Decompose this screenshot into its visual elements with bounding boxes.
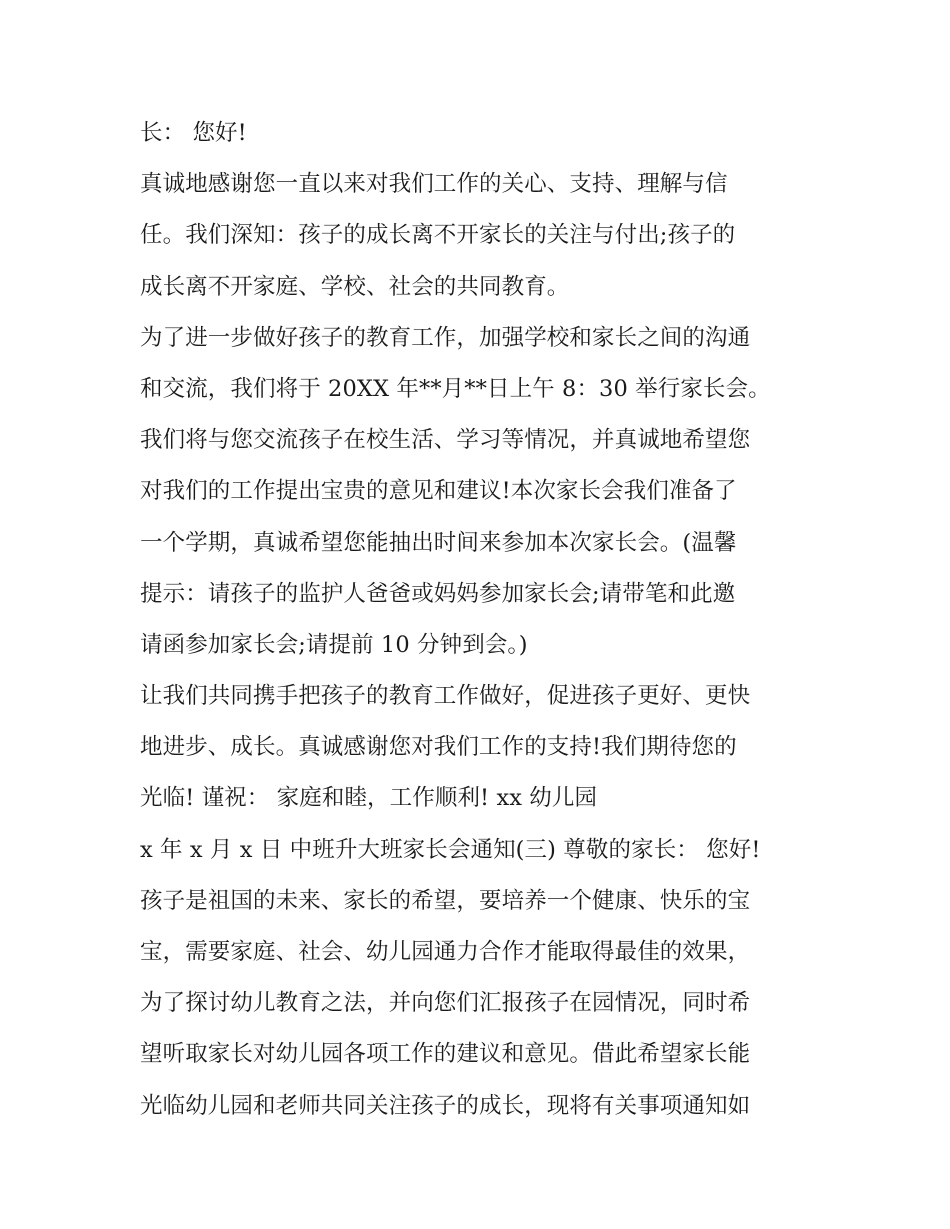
text-line: x 年 x 月 x 日 中班升大班家长会通知(三) 尊敬的家长： 您好! <box>140 836 761 863</box>
text-line: 我们将与您交流孩子在校生活、学习等情况，并真诚地希望您 <box>140 427 751 454</box>
text-line: 一个学期，真诚希望您能抽出时间来参加本次家长会。(温馨 <box>140 529 737 556</box>
text-line: 成长离不开家庭、学校、社会的共同教育。 <box>140 273 570 300</box>
text-line: 宝，需要家庭、社会、幼儿园通力合作才能取得最佳的效果， <box>140 939 751 965</box>
letter-body <box>140 108 830 1132</box>
text-line: 光临! 谨祝： 家庭和睦，工作顺利! xx 幼儿园 <box>140 785 598 812</box>
text-line: 任。我们深知：孩子的成长离不开家长的关注与付出;孩子的 <box>140 222 736 249</box>
text-line: 为了进一步做好孩子的教育工作，加强学校和家长之间的沟通 <box>140 324 751 351</box>
text-line: 望听取家长对幼儿园各项工作的建议和意见。借此希望家长能 <box>140 1041 751 1068</box>
text-line: 让我们共同携手把孩子的教育工作做好，促进孩子更好、更快 <box>140 683 751 710</box>
text-line: 长： 您好! <box>140 120 247 146</box>
text-line: 和交流，我们将于 20XX 年**月**日上午 8：30 举行家长会。 <box>140 375 771 402</box>
text-line: 为了探讨幼儿教育之法，并向您们汇报孩子在园情况，同时希 <box>140 990 751 1017</box>
text-line: 孩子是祖国的未来、家长的希望，要培养一个健康、快乐的宝 <box>140 887 751 914</box>
text-line: 光临幼儿园和老师共同关注孩子的成长，现将有关事项通知如 <box>140 1092 751 1119</box>
text-line: 提示：请孩子的监护人爸爸或妈妈参加家长会;请带笔和此邀 <box>140 580 736 607</box>
text-line: 对我们的工作提出宝贵的意见和建议!本次家长会我们准备了 <box>140 478 737 505</box>
text-line: 地进步、成长。真诚感谢您对我们工作的支持!我们期待您的 <box>140 734 737 761</box>
text-line: 真诚地感谢您一直以来对我们工作的关心、支持、理解与信 <box>140 171 728 198</box>
text-line: 请函参加家长会;请提前 10 分钟到会。) <box>140 631 528 658</box>
